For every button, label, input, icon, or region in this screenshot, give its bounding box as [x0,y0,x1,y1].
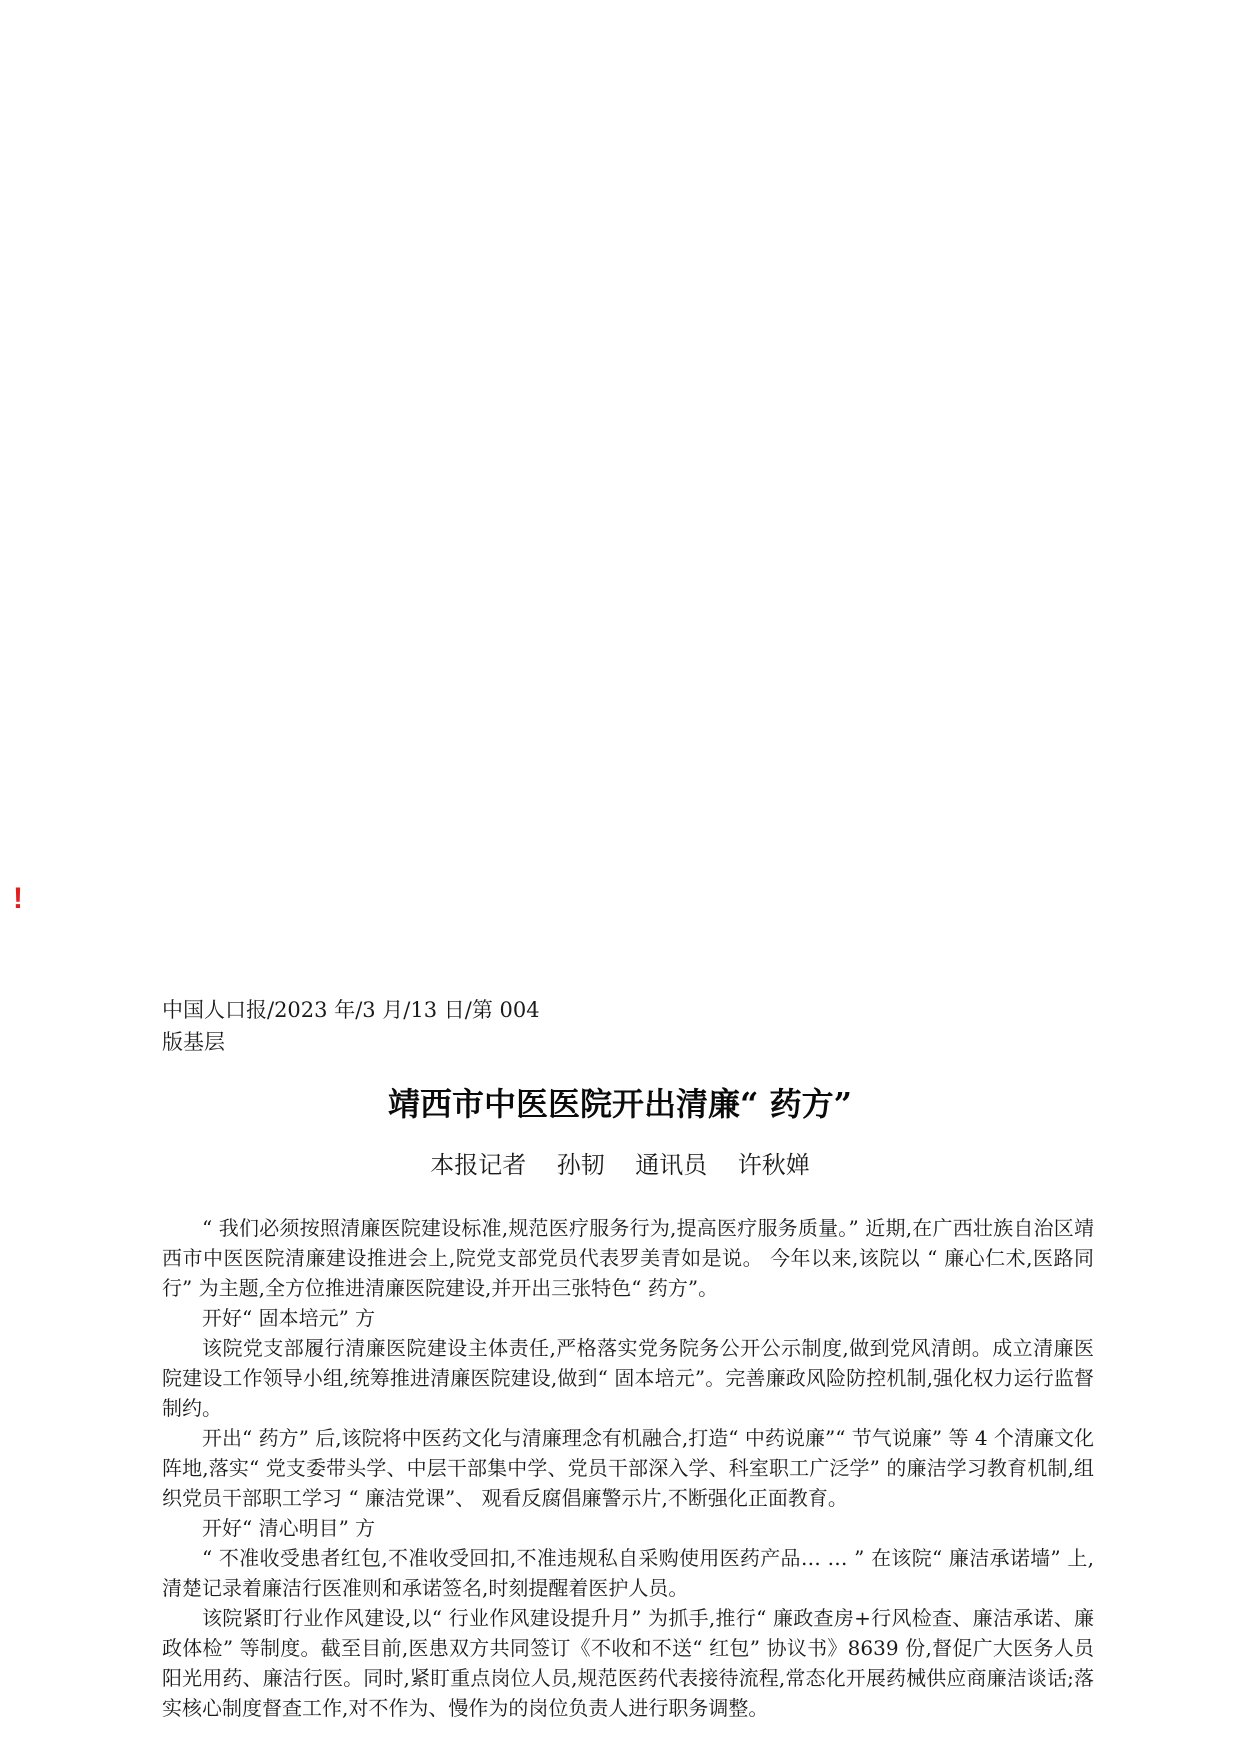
paragraph: “ 不准收受患者红包,不准收受回扣,不准违规私自采购使用医药产品… … ” 在该院“ 廉洁承诺墙” 上,清楚记录着廉洁行医准则和承诺签名,时刻提醒着医护人员。 [162,1546,1094,1600]
source-info [162,994,682,1058]
source-line-2: 版基层 [162,1030,225,1054]
paragraph: 开出“ 药方” 后,该院将中医药文化与清廉理念有机融合,打造“ 中药说廉”“ 节气说廉” 等 4 个清廉文化阵地,落实“ 党支委带头学、中层干部集中学、党员干部深入学、科室职工广泛学” 的廉洁学习教育机制,组织党员干部职工学习 “ 廉洁党课”、 观看反腐倡廉警示片,不断强化正面教育。 [162,1426,1094,1510]
article-byline: 本报记者 孙韧 通讯员 许秋婵 [430,1151,810,1179]
paragraph: 该院紧盯行业作风建设,以“ 行业作风建设提升月” 为抓手,推行“ 廉政查房+行风检查、廉洁承诺、廉政体检” 等制度。截至目前,医患双方共同签订《不收和不送“ 红包” 协议书》8639 份,督促广大医务人员阳光用药、廉洁行医。同时,紧盯重点岗位人员,规范医药代表接待流程,常态化开展药械供应商廉洁谈话;落实核心制度督查工作,对不作为、慢作为的岗位负责人进行职务调整。 [162,1606,1094,1720]
paragraph: 该院党支部履行清廉医院建设主体责任,严格落实党务院务公开公示制度,做到党风清朗。成立清廉医院建设工作领导小组,统筹推进清廉医院建设,做到“ 固本培元”。完善廉政风险防控机制,强化权力运行监督制约。 [162,1336,1094,1420]
section-heading: 开好“ 固本培元” 方 [202,1306,376,1330]
article-body [162,1213,1094,1723]
source-line-1: 中国人口报/2023 年/3 月/13 日/第 004 [162,998,540,1022]
paragraph: “ 我们必须按照清廉医院建设标准,规范医疗服务行为,提高医疗服务质量。” 近期,在广西壮族自治区靖西市中医医院清廉建设推进会上,院党支部党员代表罗美青如是说。 今年以来,该院以 “ 廉心仁术,医路同行” 为主题,全方位推进清廉医院建设,并开出三张特色“ 药方”。 [162,1216,1094,1300]
section-heading: 开好“ 清心明目” 方 [202,1516,376,1540]
article-title: 靖西市中医医院开出清廉“ 药方” [388,1085,852,1123]
warning-marker: ! [13,882,23,915]
